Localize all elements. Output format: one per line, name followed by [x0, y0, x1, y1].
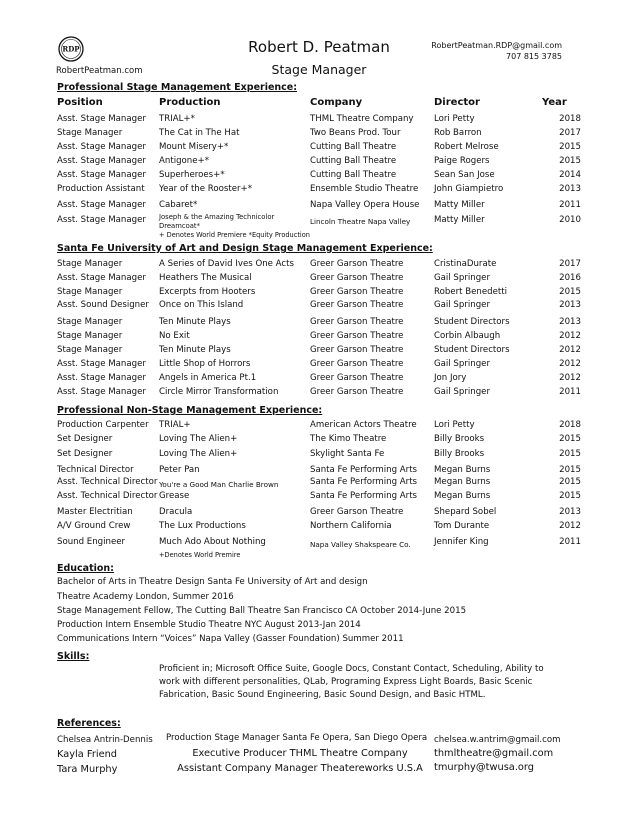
- cell-production: Little Shop of Horrors: [159, 359, 251, 369]
- cell-position: Asst. Stage Manager: [57, 373, 146, 383]
- reference-role: Assistant Company Manager Theatereworks U.S.A: [177, 763, 423, 774]
- cell-year: 2012: [559, 331, 581, 341]
- cell-company: Skylight Santa Fe: [310, 449, 385, 459]
- cell-year: 2011: [559, 537, 581, 547]
- cell-director: Rob Barron: [434, 128, 482, 138]
- cell-director: Paige Rogers: [434, 156, 490, 166]
- cell-position: A/V Ground Crew: [57, 521, 131, 531]
- education-line: Bachelor of Arts in Theatre Design Santa Fe University of Art and design: [57, 577, 368, 587]
- reference-name: Kayla Friend: [57, 749, 118, 760]
- cell-production: Year of the Rooster+*: [159, 184, 253, 194]
- cell-year: 2015: [559, 449, 581, 459]
- footnote-professional: + Denotes World Premiere *Equity Production: [159, 231, 310, 239]
- cell-director: Gail Springer: [434, 359, 490, 369]
- education-line: Theatre Academy London, Summer 2016: [57, 592, 234, 602]
- cell-company: Greer Garson Theatre: [310, 373, 404, 383]
- cell-company: Greer Garson Theatre: [310, 259, 404, 269]
- reference-email[interactable]: chelsea.w.antrim@gmail.com: [434, 735, 561, 745]
- cell-position: Stage Manager: [57, 259, 123, 269]
- section-heading-references: References:: [57, 718, 121, 729]
- reference-role: Production Stage Manager Santa Fe Opera, San Diego Opera: [166, 733, 428, 743]
- reference-name: Tara Murphy: [57, 764, 118, 775]
- col-header-director: Director: [434, 97, 480, 108]
- cell-position: Asst. Stage Manager: [57, 170, 146, 180]
- job-title: Stage Manager: [271, 62, 367, 77]
- col-header-company: Company: [310, 97, 363, 108]
- applicant-name: Robert D. Peatman: [248, 38, 390, 56]
- cell-director: Jennifer King: [434, 537, 489, 547]
- cell-position: Asst. Stage Manager: [57, 142, 146, 152]
- cell-production: Cabaret*: [159, 200, 198, 210]
- cell-year: 2012: [559, 359, 581, 369]
- section-heading-skills: Skills:: [57, 651, 90, 662]
- cell-year: 2011: [559, 387, 581, 397]
- cell-year: 2015: [559, 142, 581, 152]
- cell-production: Much Ado About Nothing: [159, 537, 266, 547]
- cell-year: 2018: [559, 114, 581, 124]
- cell-position: Asst. Technical Director: [57, 491, 158, 501]
- col-header-position: Position: [57, 97, 103, 108]
- cell-director: John Giampietro: [434, 184, 504, 194]
- cell-production: A Series of David Ives One Acts: [159, 259, 294, 269]
- cell-year: 2015: [559, 465, 581, 475]
- cell-director: Student Directors: [434, 317, 510, 327]
- cell-company: Santa Fe Performing Arts: [310, 477, 418, 487]
- cell-director: Student Directors: [434, 345, 510, 355]
- cell-company: Greer Garson Theatre: [310, 507, 404, 517]
- cell-production: Antigone+*: [159, 156, 210, 166]
- section-heading-education: Education:: [57, 563, 114, 574]
- cell-production: TRIAL+: [159, 420, 191, 430]
- cell-director: Robert Melrose: [434, 142, 499, 152]
- section-heading-professional: Professional Stage Management Experience:: [57, 82, 298, 93]
- cell-production: Loving The Alien+: [159, 449, 238, 459]
- cell-production: Excerpts from Hooters: [159, 287, 256, 297]
- cell-position: Asst. Stage Manager: [57, 114, 146, 124]
- cell-position: Stage Manager: [57, 287, 123, 297]
- reference-name: Chelsea Antrin-Dennis: [57, 735, 153, 745]
- cell-production: You're a Good Man Charlie Brown: [159, 480, 279, 489]
- section-heading-university: Santa Fe University of Art and Design Stage Management Experience:: [57, 243, 433, 254]
- cell-position: Asst. Stage Manager: [57, 215, 146, 225]
- cell-company: Greer Garson Theatre: [310, 387, 404, 397]
- logo-text: RDP: [62, 44, 80, 54]
- cell-position: Stage Manager: [57, 345, 123, 355]
- cell-director: Gail Springer: [434, 387, 490, 397]
- cell-production: Ten Minute Plays: [159, 317, 231, 327]
- cell-director: Sean San Jose: [434, 170, 495, 180]
- cell-director: CristinaDurate: [434, 259, 497, 269]
- cell-company: Cutting Ball Theatre: [310, 142, 397, 152]
- cell-company: Greer Garson Theatre: [310, 300, 404, 310]
- cell-company: Santa Fe Performing Arts: [310, 491, 418, 501]
- cell-position: Technical Director: [57, 465, 134, 475]
- cell-director: Megan Burns: [434, 477, 491, 487]
- cell-director: Billy Brooks: [434, 449, 485, 459]
- cell-company: Ensemble Studio Theatre: [310, 184, 419, 194]
- cell-production: Joseph & the Amazing Technicolor Dreamcoat*: [159, 213, 275, 230]
- cell-company: American Actors Theatre: [310, 420, 417, 430]
- cell-year: 2017: [559, 259, 581, 269]
- cell-position: Asst. Technical Director: [57, 477, 158, 487]
- cell-position: Production Carpenter: [57, 420, 149, 430]
- cell-position: Stage Manager: [57, 128, 123, 138]
- cell-director: Gail Springer: [434, 273, 490, 283]
- cell-production: Mount Misery+*: [159, 142, 229, 152]
- cell-company: Greer Garson Theatre: [310, 317, 404, 327]
- cell-director: Jon Jory: [434, 373, 467, 383]
- cell-company: Two Beans Prod. Tour: [310, 128, 401, 138]
- cell-company: Greer Garson Theatre: [310, 331, 404, 341]
- cell-production: Angels in America Pt.1: [159, 373, 257, 383]
- cell-company: Northern California: [310, 521, 392, 531]
- cell-year: 2015: [559, 477, 581, 487]
- cell-production: Superheroes+*: [159, 170, 225, 180]
- cell-company: Greer Garson Theatre: [310, 287, 404, 297]
- cell-production: No Exit: [159, 331, 190, 341]
- cell-year: 2015: [559, 287, 581, 297]
- reference-email[interactable]: thmltheatre@gmail.com: [434, 748, 554, 759]
- cell-director: Gail Springer: [434, 300, 490, 310]
- cell-company: Greer Garson Theatre: [310, 359, 404, 369]
- footnote-nonstage: +Denotes World Premire: [159, 551, 241, 559]
- section-heading-nonstage: Professional Non-Stage Management Experience:: [57, 405, 323, 416]
- col-header-year: Year: [542, 97, 567, 108]
- cell-company: Cutting Ball Theatre: [310, 170, 397, 180]
- reference-role: Executive Producer THML Theatre Company: [192, 748, 408, 759]
- cell-year: 2015: [559, 156, 581, 166]
- reference-email[interactable]: tmurphy@twusa.org: [434, 762, 534, 773]
- cell-director: Shepard Sobel: [434, 507, 497, 517]
- cell-year: 2010: [559, 215, 581, 225]
- cell-director: Corbin Albaugh: [434, 331, 501, 341]
- education-line: Stage Management Fellow, The Cutting Ball Theatre San Francisco CA October 2014-June 2015: [57, 606, 467, 616]
- cell-position: Sound Engineer: [57, 537, 126, 547]
- cell-year: 2018: [559, 420, 581, 430]
- cell-year: 2013: [559, 184, 581, 194]
- cell-production: Peter Pan: [159, 465, 200, 475]
- cell-production: Dracula: [159, 507, 193, 517]
- cell-position: Asst. Stage Manager: [57, 200, 146, 210]
- cell-company: Lincoln Theatre Napa Valley: [310, 217, 411, 226]
- email[interactable]: RobertPeatman.RDP@gmail.com: [431, 41, 562, 50]
- cell-production: The Lux Productions: [159, 521, 246, 531]
- skills-text: Proficient in; Microsoft Office Suite, Google Docs, Constant Contact, Scheduling, Ability to work with different personalities, QLab, Programing Express Light Boards, Basic Scenic Fabrication, Basic Sound Engineering, Basic Sound Design, and Basic HTML.: [159, 664, 544, 700]
- cell-year: 2012: [559, 373, 581, 383]
- cell-director: Megan Burns: [434, 465, 491, 475]
- cell-year: 2012: [559, 521, 581, 531]
- cell-director: Billy Brooks: [434, 434, 485, 444]
- cell-position: Production Assistant: [57, 184, 145, 194]
- cell-company: Greer Garson Theatre: [310, 345, 404, 355]
- cell-year: 2012: [559, 345, 581, 355]
- cell-company: Napa Valley Opera House: [310, 200, 420, 210]
- cell-year: 2017: [559, 128, 581, 138]
- cell-production: Once on This Island: [159, 300, 244, 310]
- cell-year: 2016: [559, 273, 581, 283]
- cell-position: Asst. Stage Manager: [57, 387, 146, 397]
- cell-year: 2015: [559, 491, 581, 501]
- cell-company: The Kimo Theatre: [310, 434, 387, 444]
- phone: 707 815 3785: [506, 52, 562, 61]
- cell-year: 2013: [559, 317, 581, 327]
- cell-director: Robert Benedetti: [434, 287, 508, 297]
- cell-position: Stage Manager: [57, 331, 123, 341]
- cell-position: Stage Manager: [57, 317, 123, 327]
- education-line: Communications Intern “Voices” Napa Valley (Gasser Foundation) Summer 2011: [57, 634, 404, 644]
- cell-position: Set Designer: [57, 434, 113, 444]
- cell-position: Master Electritian: [57, 507, 133, 517]
- cell-company: Napa Valley Shakspeare Co.: [310, 540, 411, 549]
- cell-company: Santa Fe Performing Arts: [310, 465, 418, 475]
- cell-director: Matty Miller: [434, 215, 485, 225]
- education-line: Production Intern Ensemble Studio Theatre NYC August 2013-Jan 2014: [57, 620, 361, 630]
- cell-year: 2015: [559, 434, 581, 444]
- cell-director: Tom Durante: [434, 521, 490, 531]
- cell-director: Megan Burns: [434, 491, 491, 501]
- cell-production: Loving The Alien+: [159, 434, 238, 444]
- cell-position: Asst. Sound Designer: [57, 300, 149, 310]
- cell-production: Ten Minute Plays: [159, 345, 231, 355]
- cell-position: Set Designer: [57, 449, 113, 459]
- cell-year: 2011: [559, 200, 581, 210]
- cell-director: Lori Petty: [434, 114, 475, 124]
- cell-year: 2013: [559, 300, 581, 310]
- cell-production: The Cat in The Hat: [159, 128, 240, 138]
- cell-production: Circle Mirror Transformation: [159, 387, 279, 397]
- cell-position: Asst. Stage Manager: [57, 359, 146, 369]
- website[interactable]: RobertPeatman.com: [56, 66, 143, 76]
- cell-director: Matty Miller: [434, 200, 485, 210]
- cell-production: Heathers The Musical: [159, 273, 252, 283]
- cell-year: 2014: [559, 170, 581, 180]
- cell-production: TRIAL+*: [159, 114, 195, 124]
- cell-position: Asst. Stage Manager: [57, 156, 146, 166]
- cell-position: Asst. Stage Manager: [57, 273, 146, 283]
- cell-company: Greer Garson Theatre: [310, 273, 404, 283]
- cell-company: Cutting Ball Theatre: [310, 156, 397, 166]
- cell-director: Lori Petty: [434, 420, 475, 430]
- contact-block: [431, 40, 562, 62]
- cell-year: 2013: [559, 507, 581, 517]
- cell-production: Grease: [159, 491, 190, 501]
- col-header-production: Production: [159, 97, 221, 108]
- cell-company: THML Theatre Company: [310, 114, 414, 124]
